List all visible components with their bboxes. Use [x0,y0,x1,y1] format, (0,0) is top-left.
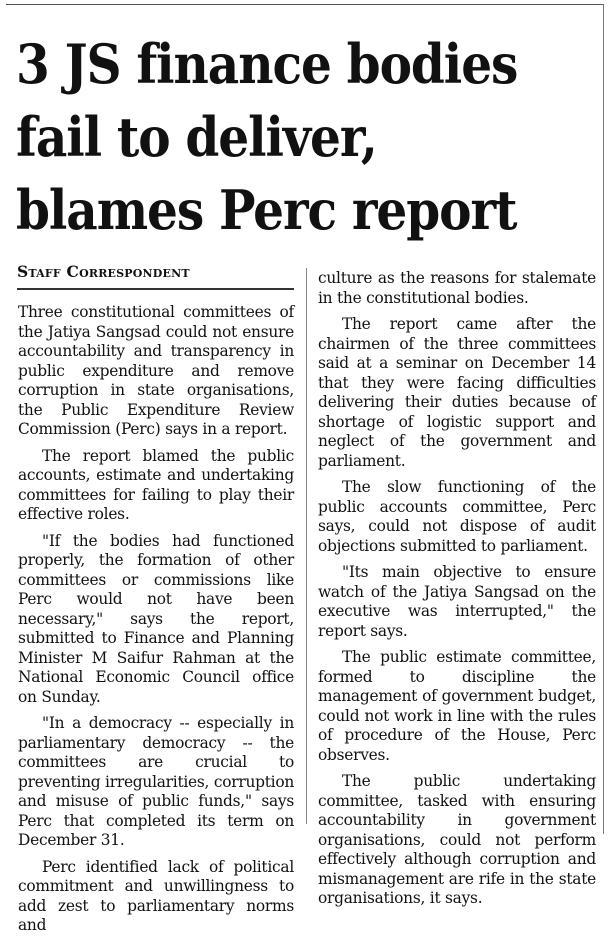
byline-rule [17,288,294,290]
paragraph: Three constitutional committees of the Jatiya Sangsad could not ensure accountability and transparency in public expenditure and remove corruption in state organisations, the Public Expenditure Review Commission (Perc) says in a report. [18,303,294,438]
paragraph: The report came after the chairmen of the three committees said at a seminar on December 14 that they were facing difficulties delivering their duties because of shortage of logistic support and neglect of the government and parliament. [318,315,596,470]
headline-line: blames Perc report [16,178,517,242]
page-right-border [603,4,604,834]
paragraph: The slow functioning of the public accounts committee, Perc says, could not dispose of audit objections submitted to parliament. [318,478,596,555]
page-top-border [6,4,604,5]
paragraph: "In a democracy -- especially in parliamentary democracy -- the committees are crucial to preventing irregularities, corruption and misuse of public funds," says Perc that completed its term on December 31. [18,714,294,849]
article-column-left [18,303,294,943]
paragraph: "If the bodies had functioned properly, the formation of other committees or commissions like Perc would not have been necessary," says the report, submitted to Finance and Planning Minister M Saifur Rahman at the National Economic Council office on Sunday. [18,531,294,706]
headline [16,28,543,247]
column-divider [306,268,307,824]
paragraph: Perc identified lack of political commitment and unwillingness to add zest to parliamentary norms and [18,857,294,934]
headline-line: fail to deliver, [16,105,377,169]
paragraph: The report blamed the public accounts, estimate and undertaking committees for failing to play their effective roles. [18,446,294,523]
paragraph: The public estimate committee, formed to discipline the management of government budget, could not work in line with the rules of procedure of the House, Perc observes. [318,648,596,764]
paragraph: culture as the reasons for stalemate in the constitutional bodies. [318,269,596,307]
article-column-right [318,269,596,916]
paragraph: The public undertaking committee, tasked with ensuring accountability in government organisations, could not perform effectively although corruption and mismanagement are rife in the state organisations, it says. [318,772,596,907]
byline: Staff Correspondent [17,262,190,281]
headline-line: 3 JS finance bodies [16,32,518,96]
paragraph: "Its main objective to ensure watch of the Jatiya Sangsad on the executive was interrupted," the report says. [318,563,596,640]
